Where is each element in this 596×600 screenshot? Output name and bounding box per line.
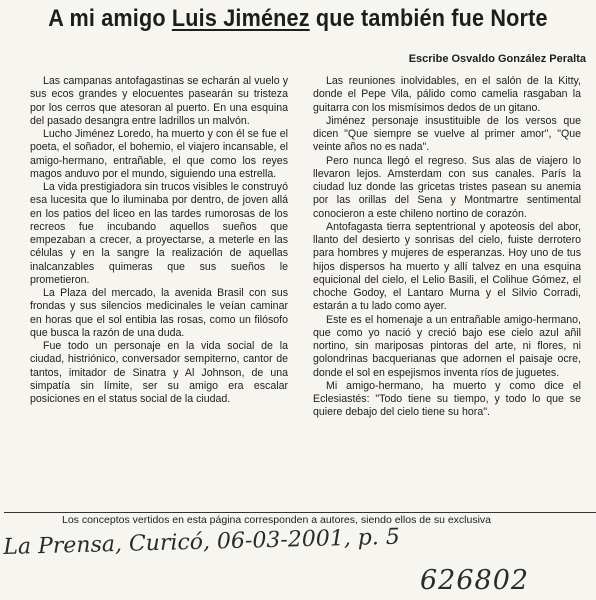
paragraph: Jiménez personaje insustituible de los versos que dicen "Que siempre se vuelve al primer amor", "Que veinte años no es nada". <box>313 114 581 154</box>
paragraph: Lucho Jiménez Loredo, ha muerto y con él se fue el poeta, el soñador, el bohemio, el viajero incansable, el amigo-hermano, entrañable, el que como los reyes magos anduvo por el mundo, siguiendo una estrella. <box>30 128 288 180</box>
handwritten-source-note: La Prensa, Curicó, 06-03-2001, p. 5 <box>3 524 401 560</box>
title-name-underlined: Luis Jiménez <box>171 5 310 32</box>
paragraph: Este es el homenaje a un entrañable amigo-hermano, que como yo nació y creció bajo ese cielo azul añil nortino, sin mariposas pintoras del arte, ni flores, ni golondrinas bacquerianas que adornen el paisaje ocre, donde el sol en espejismos inventa ríos de juguetes. <box>313 313 581 379</box>
handwritten-catalog-number: 626802 <box>420 565 530 596</box>
footer-disclaimer: Los conceptos vertidos en esta página corresponden a autores, siendo ellos de su exclusiva <box>62 514 492 526</box>
article-title <box>30 4 566 34</box>
title-part-1: A mi amigo <box>48 5 172 32</box>
paragraph: La Plaza del mercado, la avenida Brasil con sus frondas y sus silencios medicinales le veían caminar en horas que el sol entibia las rosas, como un filósofo que busca la razón de una duda. <box>30 287 288 339</box>
divider-rule <box>4 512 596 513</box>
paragraph: Fue todo un personaje en la vida social de la ciudad, histriónico, conversador sempiterno, cantor de tantos, imitador de Sinatra y Al Johnson, de una simpatía sin límite, ser su amigo era escalar posiciones en el status social de la ciudad. <box>30 340 288 405</box>
title-part-2: que también fue Norte <box>309 5 548 32</box>
right-column <box>313 75 581 420</box>
paragraph: Las campanas antofagastinas se echarán al vuelo y sus ecos grandes y elocuentes pasearán su tristeza por los cerros que atesoran al puerto. En una esquina del pasado desangra entre ladrillos un malvón. <box>30 75 288 127</box>
paragraph: Antofagasta tierra septentrional y apoteosis del abor, llanto del desierto y sonrisas del cielo, fuiste derrotero para hombres y mujeres de esperanzas. Hoy uno de tus hijos dispersos ha muerto y allí talvez en una esquina equicional del cielo, el Lelio Basili, el Colihue Gómez, el choche Godoy, el Lantaro Murna y el Silvio Corradi, estarán a tu lado como ayer. <box>313 220 581 313</box>
left-column <box>30 75 288 406</box>
byline: Escribe Osvaldo González Peralta <box>408 53 586 65</box>
paragraph: La vida prestigiadora sin trucos visibles le construyó esa lucesita que lo iluminaba por dentro, de joven allá en los patios del liceo en las tardes rumorosas de los recreos fue incubando aquellos sueños que empezaban a crecer, a proyectarse, a meterle en las células y en la sangre la realización de aquellas inalcanzables quimeras que sus sueños le prometieron. <box>30 181 288 286</box>
paragraph: Pero nunca llegó el regreso. Sus alas de viajero lo llevaron lejos. Amsterdam con sus canales. París la ciudad luz donde las gricetas tristes pasean su anemia por las orillas del Sena y Montmartre sentimental conocieron a este chileno nortino de corazón. <box>313 154 581 220</box>
paragraph: Las reuniones inolvidables, en el salón de la Kitty, donde el Pepe Vila, pálido como camelia rasgaban la guitarra con los mismísimos dedos de un gitano. <box>313 75 581 114</box>
paragraph: Mi amigo-hermano, ha muerto y como dice el Eclesiastés: "Todo tiene su tiempo, y todo lo que se quiere debajo del cielo tiene su hora". <box>313 379 581 419</box>
